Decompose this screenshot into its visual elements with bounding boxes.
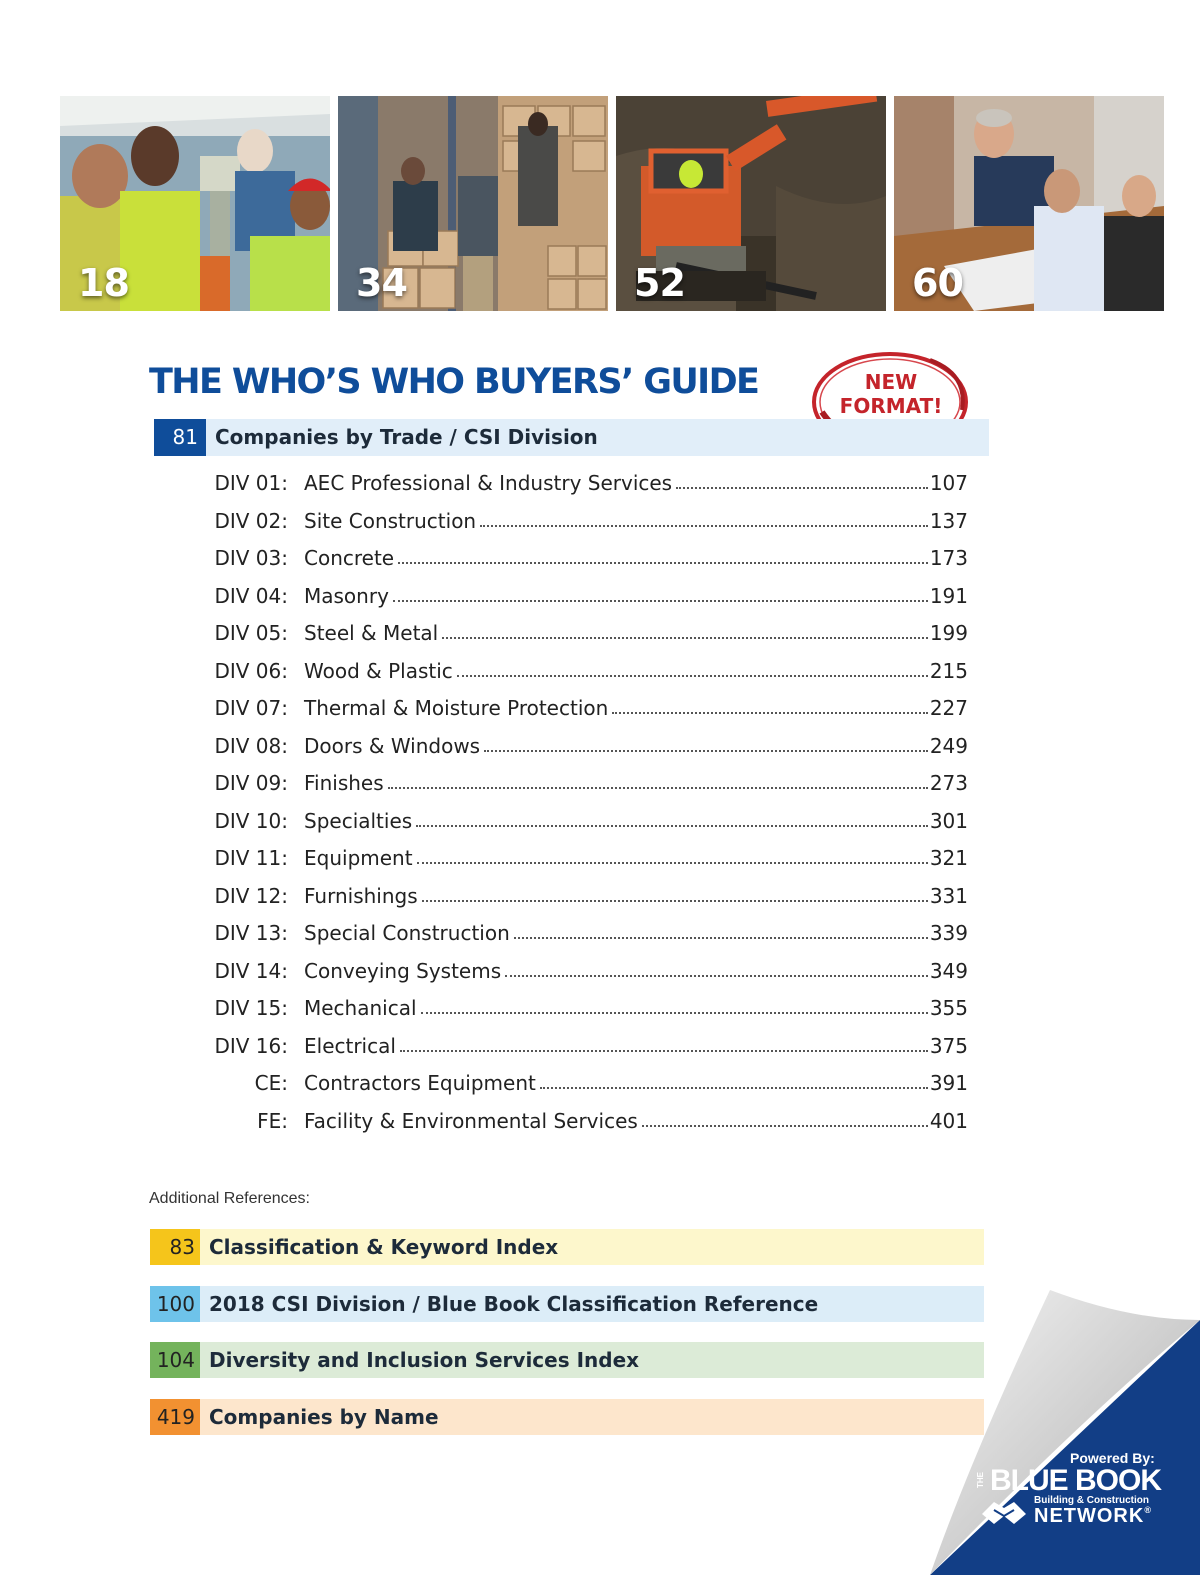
division-page-number: 249	[929, 733, 968, 758]
toc-row[interactable]	[0, 1103, 1200, 1139]
toc-row[interactable]	[0, 803, 1200, 839]
toc-leader-line	[304, 728, 968, 764]
toc-row[interactable]	[0, 615, 1200, 651]
toc-leader-line	[304, 953, 968, 989]
ref-label: Companies by Name	[209, 1405, 439, 1429]
page-curl-corner	[930, 1280, 1200, 1575]
additional-references-heading: Additional References:	[149, 1190, 310, 1207]
dot-leader	[422, 900, 928, 902]
dot-leader	[676, 487, 928, 489]
dot-leader	[400, 1050, 928, 1052]
division-name: Specialties	[304, 808, 413, 833]
photo-page-number: 34	[356, 261, 407, 305]
division-page-number: 321	[929, 846, 968, 870]
toc-row[interactable]	[0, 578, 1200, 614]
dot-leader	[388, 787, 928, 789]
dot-leader	[416, 825, 928, 827]
dot-leader	[540, 1087, 928, 1089]
toc-leader-line	[304, 990, 968, 1026]
division-name: Contractors Equipment	[304, 1071, 536, 1095]
toc-leader-line	[304, 540, 968, 576]
toc-row[interactable]	[0, 915, 1200, 951]
toc-leader-line	[304, 1065, 968, 1101]
ref-page-number: 100	[150, 1286, 200, 1322]
toc-row[interactable]	[0, 953, 1200, 989]
toc-row[interactable]	[0, 690, 1200, 726]
toc-row[interactable]	[0, 990, 1200, 1026]
division-page-number: 355	[929, 996, 968, 1020]
division-name: Equipment	[304, 846, 413, 870]
division-code: DIV 11:	[214, 846, 288, 870]
dot-leader	[393, 600, 928, 602]
ref-diversity-inclusion-index[interactable]	[150, 1342, 984, 1378]
division-code: DIV 16:	[214, 1033, 288, 1058]
badge-line-new: NEW	[864, 370, 918, 394]
division-code: DIV 01:	[214, 471, 288, 495]
division-code: DIV 15:	[214, 996, 288, 1020]
division-code: DIV 02:	[214, 508, 288, 533]
division-page-number: 391	[929, 1071, 968, 1095]
blue-book-logo[interactable]: BLUE BOOK	[990, 1464, 1161, 1497]
division-name: Doors & Windows	[304, 733, 481, 758]
division-page-number: 215	[929, 658, 968, 683]
division-name: Furnishings	[304, 883, 418, 908]
division-code: DIV 12:	[214, 883, 288, 908]
division-page-number: 331	[929, 883, 968, 908]
dot-leader	[480, 525, 928, 527]
photo-office-meeting[interactable]	[894, 96, 1164, 311]
division-code: DIV 07:	[214, 696, 288, 720]
toc-row[interactable]	[0, 540, 1200, 576]
division-code: CE:	[254, 1071, 288, 1095]
dot-leader	[484, 750, 928, 752]
division-name: Concrete	[304, 546, 395, 570]
toc-leader-line	[304, 878, 968, 914]
badge-line-format: FORMAT!	[839, 394, 943, 418]
ref-csi-classification-reference[interactable]	[150, 1286, 984, 1322]
division-name: Facility & Environmental Services	[304, 1108, 638, 1133]
logo-subtitle: Building & Construction	[1034, 1495, 1149, 1506]
toc-leader-line	[304, 615, 968, 651]
division-page-number: 227	[929, 696, 968, 720]
toc-leader-line	[304, 503, 968, 539]
dot-leader	[421, 1012, 928, 1014]
division-name: Conveying Systems	[304, 958, 502, 983]
photo-page-number: 60	[912, 261, 963, 305]
toc-leader-line	[304, 803, 968, 839]
dot-leader	[417, 862, 928, 864]
division-name: Wood & Plastic	[304, 658, 453, 683]
toc-row[interactable]	[0, 878, 1200, 914]
division-code: DIV 10:	[214, 808, 288, 833]
toc-row[interactable]	[0, 765, 1200, 801]
toc-leader-line	[304, 578, 968, 614]
toc-row[interactable]	[0, 503, 1200, 539]
guide-title: THE WHO’S WHO BUYERS’ GUIDE	[149, 362, 759, 402]
toc-leader-line	[304, 690, 968, 726]
toc-row[interactable]	[0, 1065, 1200, 1101]
division-page-number: 191	[929, 583, 968, 608]
toc-leader-line	[304, 840, 968, 876]
division-page-number: 273	[929, 771, 968, 795]
toc-row[interactable]	[0, 840, 1200, 876]
toc-leader-line	[304, 465, 968, 501]
division-code: DIV 13:	[214, 921, 288, 945]
ref-page-number: 419	[150, 1399, 200, 1435]
division-name: Site Construction	[304, 508, 477, 533]
toc-row[interactable]	[0, 653, 1200, 689]
toc-row[interactable]	[0, 1028, 1200, 1064]
photo-warehouse[interactable]	[338, 96, 608, 311]
ref-classification-keyword-index[interactable]	[150, 1229, 984, 1265]
division-name: Mechanical	[304, 996, 417, 1020]
ref-label: 2018 CSI Division / Blue Book Classification Reference	[209, 1292, 819, 1316]
division-code: DIV 04:	[214, 583, 288, 608]
division-name: Special Construction	[304, 921, 510, 945]
division-code: DIV 09:	[214, 771, 288, 795]
division-page-number: 301	[929, 808, 968, 833]
division-code: FE:	[257, 1108, 288, 1133]
dot-leader	[457, 675, 928, 677]
ref-page-number: 83	[150, 1229, 200, 1265]
photo-page-number: 52	[634, 261, 685, 305]
division-page-number: 107	[929, 471, 968, 495]
main-section-link[interactable]	[154, 419, 989, 456]
division-page-number: 401	[929, 1108, 968, 1133]
dot-leader	[442, 637, 928, 639]
toc-leader-line	[304, 653, 968, 689]
division-code: DIV 08:	[214, 733, 288, 758]
photo-page-number: 18	[78, 261, 129, 305]
powered-by-label: Powered By:	[1070, 1450, 1155, 1466]
division-code: DIV 06:	[214, 658, 288, 683]
ref-label: Classification & Keyword Index	[209, 1235, 559, 1259]
division-page-number: 173	[929, 546, 968, 570]
division-page-number: 199	[929, 621, 968, 645]
toc-row[interactable]	[0, 728, 1200, 764]
dot-leader	[514, 937, 928, 939]
badge-text	[810, 370, 972, 418]
division-name: Steel & Metal	[304, 621, 439, 645]
toc-leader-line	[304, 1103, 968, 1139]
dot-leader	[612, 712, 928, 714]
handshake-icon	[980, 1496, 1028, 1526]
ref-page-number: 104	[150, 1342, 200, 1378]
toc-leader-line	[304, 915, 968, 951]
division-code: DIV 14:	[214, 958, 288, 983]
division-name: Finishes	[304, 771, 384, 795]
division-page-number: 349	[929, 958, 968, 983]
section-label: Companies by Trade / CSI Division	[215, 425, 598, 449]
toc-leader-line	[304, 765, 968, 801]
logo-network	[1034, 1505, 1152, 1528]
ref-companies-by-name[interactable]	[150, 1399, 984, 1435]
division-name: AEC Professional & Industry Services	[304, 471, 673, 495]
division-code: DIV 03:	[214, 546, 288, 570]
photo-strip	[60, 96, 1164, 311]
division-page-number: 375	[929, 1033, 968, 1058]
dot-leader	[398, 562, 928, 564]
registered-mark: ®	[1144, 1505, 1152, 1515]
ref-label: Diversity and Inclusion Services Index	[209, 1348, 640, 1372]
division-name: Thermal & Moisture Protection	[304, 696, 609, 720]
section-page-number: 81	[154, 419, 206, 456]
photo-excavator[interactable]	[616, 96, 886, 311]
logo-the: THE	[976, 1472, 985, 1488]
dot-leader	[642, 1125, 928, 1127]
division-page-number: 137	[929, 508, 968, 533]
division-name: Masonry	[304, 583, 389, 608]
division-name: Electrical	[304, 1033, 396, 1058]
dot-leader	[505, 975, 928, 977]
logo-network-word: NETWORK	[1034, 1505, 1145, 1527]
division-page-number: 339	[929, 921, 968, 945]
photo-surveyors[interactable]	[60, 96, 330, 311]
division-code: DIV 05:	[214, 621, 288, 645]
toc-row[interactable]	[0, 465, 1200, 501]
toc-leader-line	[304, 1028, 968, 1064]
